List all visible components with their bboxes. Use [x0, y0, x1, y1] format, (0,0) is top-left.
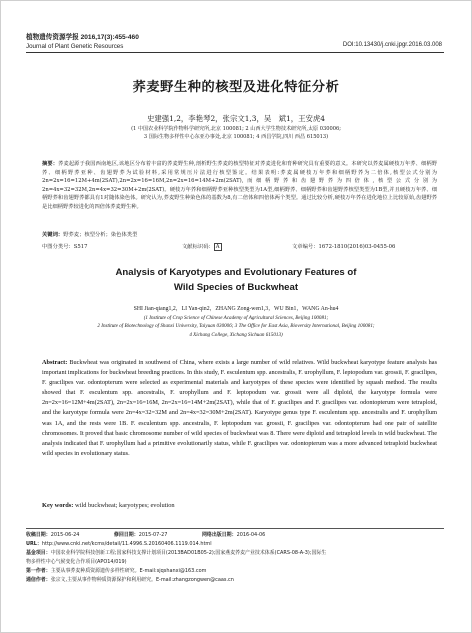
fund-label: 基金项目： — [26, 550, 51, 556]
clc-number: 中图分类号：S517 — [42, 244, 88, 250]
corresponding-label: 通信作者： — [26, 577, 51, 583]
cn-keywords — [42, 230, 137, 238]
fund-value-1: 中国农业科学院科技创新工程;国家科技支撑计划项目(2013BAD01B05-2);国家燕麦荞麦产业技术体系(CARS-08-A-3);国际生 — [50, 550, 327, 556]
footnote-corresponding-author — [26, 576, 446, 585]
online-date — [202, 531, 265, 540]
cn-authors: 史建强1,2，李艳琴2，张宗文1,3，吴 斌1，王安虎4 — [146, 114, 326, 123]
cn-abstract — [42, 160, 437, 212]
footnote-dates — [26, 531, 446, 540]
cn-abstract-label: 摘要： — [42, 161, 59, 167]
en-affiliation-line-1: (1 Institute of Crop Science of Chinese Academy of Agricultural Sciences, Beijing 100081; — [143, 315, 329, 321]
journal-header — [26, 34, 139, 51]
cn-title: 荞麦野生种的核型及进化特征分析 — [132, 80, 340, 95]
article-id: 文章编号：1672-1810(2016)03-0455-06 — [292, 244, 396, 250]
footnote-first-author — [26, 567, 446, 576]
received-date — [26, 531, 79, 540]
en-title-line-2: Wild Species of Buckwheat — [173, 281, 299, 293]
en-abstract-text: Buckwheat was originated in southwest of China, where exists a large number of wild relatives. Wild buckwheat karyotype feature analysis has important implications for buckwheat breeding practices. In this study, F. esculentum spp. ancestralis, F. urophyllum, F. leptopodum var. grossii, F. gracilipes, F. gracilipes var. odontopterum were selected as experimental materials and karyotypes of these species were identified by squash method. The results showed that F. esculentum spp. ancestralis, F. urophyllum and F. leptopodum var. grossii were all diploid, the karyotype formula were 2n=2x=16=12M+4m(2SAT), 2n=2x=16=16M, 2n=2x=16=14M+2m(2SAT), while that of F. gracilipes and F. gracilipes var. odontopterum were tetraploid, and the karyotype formula were 2n=4x=32=32M and 2n=4x=32=30M+2m(2SAT). Karyotype genus type F. esculentum spp. ancestralis and F. urophyllum was 1A, and the rests were 1B. F. esculentum spp. ancestralis, F. leptopodum var. grossii, F. gracilipes var. odontopterum had one pair of satellite chromosomes. It proved that basic chromosome number of wild species of buckwheat was 8. There were diploid and tetraploid levels in wild buckwheat. The analysis indicated that F. urophyllum had a primitive evolutionarily status, while F. gracilipes var. odontopterum was a more advanced tetraploid buckwheat wild species in evolutionary status. — [42, 359, 438, 457]
revised-value: 2015-07-27 — [138, 532, 168, 538]
revised-label: 修回日期： — [114, 532, 139, 538]
cn-keywords-text: 野荞麦；核型分析；染色体类型 — [63, 232, 138, 238]
journal-name-cn: 植物遗传资源学报 2016,17(3):455-460 — [26, 34, 139, 41]
url-label: URL： — [26, 541, 42, 547]
cn-affiliation-line-2: 3 国际生物多样性中心东亚办事处,北京 100081; 4 西昌学院,四川 西昌 615013) — [143, 134, 329, 140]
doc-code-label: 文献标识码： — [182, 244, 214, 250]
en-affiliation-line-3: 4 Xichang College, Xichang Sichuan 615013) — [189, 332, 283, 338]
doc-code-value: A — [215, 244, 220, 250]
received-value: 2015-06-24 — [50, 532, 80, 538]
footnote-url — [26, 540, 446, 549]
en-authors: SHI Jian-qiang1,2，LI Yan-qin2，ZHANG Zong-wen1,3，WU Bin1，WANG An-hu4 — [133, 306, 339, 312]
journal-name-en: Journal of Plant Genetic Resources — [26, 42, 124, 50]
footnote-fund-line-1 — [26, 549, 446, 558]
doi: DOI:10.13430/j.cnki.jpgr.2016.03.008 — [342, 42, 442, 48]
header-rule — [26, 52, 444, 53]
online-value: 2016-04-06 — [236, 532, 266, 538]
url-value[interactable]: http://www.cnki.net/kcms/detail/11.4996.S.20160406.1119.014.html — [41, 541, 212, 547]
footnote-fund-line-2: 物多样性中心气候变化合作项目(APO14/019) — [26, 559, 127, 565]
footnote-rule — [26, 528, 444, 529]
online-label: 网络出版日期： — [202, 532, 237, 538]
en-keywords-label: Key words: — [42, 502, 74, 509]
en-title — [0, 266, 472, 296]
en-abstract-label: Abstract: — [42, 359, 68, 366]
en-keywords — [42, 502, 175, 509]
en-affiliation-line-2: 2 Institute of Biotechnology of Shanxi University, Taiyuan 030006; 3 The Office for East Asia, Bioversity International, Beijing 100081; — [97, 323, 375, 329]
cn-affiliation-line-1: (1 中国农业科学院作物科学研究所,北京 100081; 2 山西大学生物技术研究所,太原 030006; — [131, 126, 341, 132]
first-author-value: 主要从事荞麦种质资源遗传多样性研究。E-mail:sjqshanxi@163.com — [50, 568, 207, 574]
en-abstract — [42, 358, 437, 459]
revised-date — [114, 531, 167, 540]
first-author-label: 第一作者： — [26, 568, 51, 574]
corresponding-value: 张宗文,主要从事作物种质资源保护和利用研究。E-mail:zhangzongwen@caas.cn — [50, 577, 234, 583]
doc-code — [182, 242, 222, 251]
received-label: 收稿日期： — [26, 532, 51, 538]
en-title-line-1: Analysis of Karyotypes and Evolutionary Features of — [115, 267, 357, 278]
en-keywords-text: wild buckwheat; karyotypes; evolution — [75, 502, 175, 509]
cn-abstract-text: 荞麦起源于我国西南地区,该地区分布着丰富的荞麦野生种,剖析野生荞麦的核型特征对荞麦进化和育种研究具有重要的意义。本研究以荞麦属硬枝万年荞、细柄野荞、细柄野荞亚种、齿翅野荞为试验材料,采用常规压片法进行核型鉴定。结果表明:荞麦属硬枝万年荞和细柄野荞为二倍体,核型公式分别为 2n=2x=16=12M+4m(2SAT),2n=2x=16=16M,2n=2x=16=14M+2m(2SAT),而细柄野荞和齿翅野荞为四倍体,核型公式分别为2n=4x=32=32M,2n=4x=32=30M+2m(2SAT)。硬枝万年荞和细柄野荞亚种核型类型为1A型,细柄野荞、细柄野荞和齿翅野荞核型类型为1B型,并且硬枝万年荞、细柄野荞和齿翅野荞都具有1对随体染色体。研究认为,荞麦野生种染色体的基数为8,有二倍体和四倍体两个类型。通过比较分析,硬枝万年荞在进化地位上比较原始,齿翅野荞是比细柄野荞较进化的四倍体荞麦野生种。 — [42, 161, 437, 210]
cn-keywords-label: 关键词： — [42, 232, 64, 238]
